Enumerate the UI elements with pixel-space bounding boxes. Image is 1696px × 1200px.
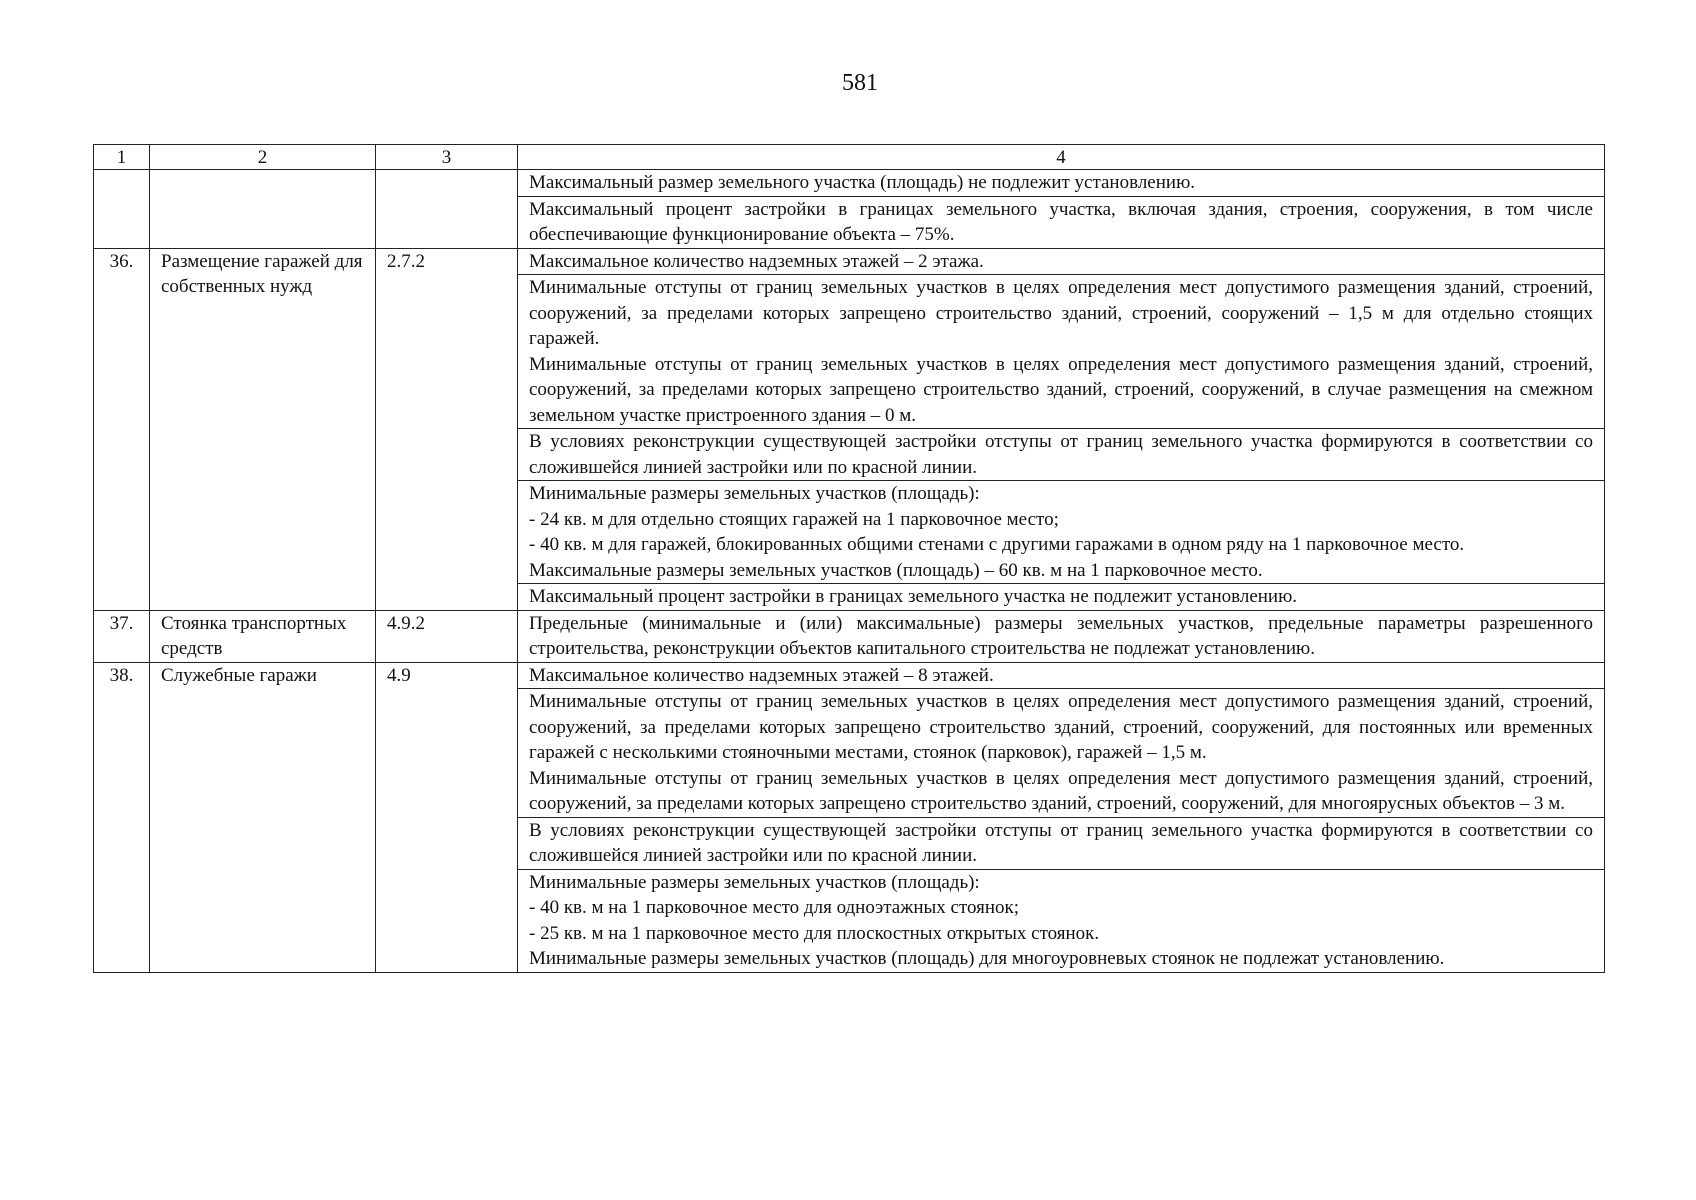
row-number: 36.	[109, 250, 134, 272]
parameter-cell	[518, 817, 1605, 869]
parameter-text: Максимальное количество надземных этажей – 2 этажа.	[529, 250, 984, 272]
column-header-3: 3	[376, 145, 518, 170]
usage-name: Размещение гаражей для собственных нужд	[161, 250, 363, 297]
parameter-cell	[518, 584, 1605, 611]
table-row	[94, 170, 1605, 197]
usage-code-cell	[376, 610, 518, 662]
parameter-text: Максимальное количество надземных этажей – 8 этажей.	[529, 664, 994, 686]
usage-name-cell	[150, 248, 376, 610]
parameter-text: Минимальные отступы от границ земельных участков в целях определения мест допустимого размещения зданий, строений, сооружений, за пределами которых запрещено строительство зданий, строений, сооружений – 1,5 м для отдельно стоящих гаражей.	[529, 277, 1593, 349]
usage-name-cell	[150, 170, 376, 249]
parameter-text: - 25 кв. м на 1 парковочное место для плоскостных открытых стоянок.	[529, 922, 1100, 944]
parameter-text: Максимальные размеры земельных участков (площадь) – 60 кв. м на 1 парковочное место.	[529, 559, 1263, 581]
usage-code-cell	[376, 170, 518, 249]
usage-code: 4.9.2	[387, 612, 425, 634]
page-number: 581	[842, 70, 878, 96]
row-number-cell	[94, 170, 150, 249]
table-body	[94, 170, 1605, 973]
table-row	[94, 662, 1605, 689]
parameter-text: - 40 кв. м на 1 парковочное место для одноэтажных стоянок;	[529, 897, 1020, 918]
column-header-4: 4	[518, 145, 1605, 170]
parameter-cell	[518, 689, 1605, 818]
usage-name-cell	[150, 610, 376, 662]
parameter-text: Предельные (минимальные и (или) максимальные) размеры земельных участков, предельные параметры разрешенного строительства, реконструкции объектов капитального строительства не подлежат установлению.	[529, 612, 1593, 659]
parameter-cell	[518, 196, 1605, 248]
table-row	[94, 610, 1605, 662]
row-number: 37.	[109, 612, 134, 634]
parameter-text: - 24 кв. м для отдельно стоящих гаражей на 1 парковочное место;	[529, 508, 1059, 530]
usage-name: Стоянка транспортных средств	[161, 612, 347, 659]
row-number: 38.	[109, 664, 134, 686]
parameter-cell	[518, 248, 1605, 275]
parameter-cell	[518, 869, 1605, 972]
parameter-text: Минимальные отступы от границ земельных участков в целях определения мест допустимого размещения зданий, строений, сооружений, за пределами которых запрещено строительство зданий, строений, сооружений, для постоянных или временных гаражей с несколькими стояночными местами, стоянок (парковок), гаражей – 1,5 м.	[529, 691, 1593, 763]
usage-code: 4.9	[387, 664, 411, 686]
row-number-cell	[94, 610, 150, 662]
parameter-cell	[518, 481, 1605, 584]
parameter-cell	[518, 610, 1605, 662]
parameter-cell	[518, 662, 1605, 689]
usage-name-cell	[150, 662, 376, 972]
column-header-1: 1	[94, 145, 150, 170]
parameter-text: Минимальные размеры земельных участков (площадь) для многоуровневых стоянок не подлежат установлению.	[529, 948, 1445, 969]
row-number-cell	[94, 662, 150, 972]
row-number-cell	[94, 248, 150, 610]
table-header-row	[94, 145, 1605, 170]
parameter-text: Максимальный процент застройки в границах земельного участка, включая здания, строения, сооружения, в том числе обеспечивающие функционирование объекта – 75%.	[529, 198, 1593, 245]
parameter-cell	[518, 429, 1605, 481]
regulations-table	[93, 144, 1605, 973]
table-row	[94, 248, 1605, 275]
usage-name: Служебные гаражи	[161, 664, 317, 686]
parameter-text: Минимальные размеры земельных участков (площадь):	[529, 871, 980, 893]
parameter-text: В условиях реконструкции существующей застройки отступы от границ земельного участка формируются в соответствии со сложившейся линией застройки или по красной линии.	[529, 819, 1593, 866]
parameter-text: Минимальные отступы от границ земельных участков в целях определения мест допустимого размещения зданий, строений, сооружений, за пределами которых запрещено строительство зданий, строений, сооружений, в случае размещения на смежном земельном участке пристроенного здания – 0 м.	[529, 353, 1593, 426]
parameter-text: Максимальный размер земельного участка (площадь) не подлежит установлению.	[529, 172, 1196, 193]
usage-code: 2.7.2	[387, 250, 425, 272]
parameter-text: Максимальный процент застройки в границах земельного участка не подлежит установлению.	[529, 586, 1298, 607]
column-header-2: 2	[150, 145, 376, 170]
parameter-cell	[518, 275, 1605, 429]
usage-code-cell	[376, 662, 518, 972]
usage-code-cell	[376, 248, 518, 610]
parameter-text: - 40 кв. м для гаражей, блокированных общими стенами с другими гаражами в одном ряду на 1 парковочное место.	[529, 534, 1465, 555]
parameter-cell	[518, 170, 1605, 197]
parameter-text: Минимальные размеры земельных участков (площадь):	[529, 483, 980, 504]
parameter-text: Минимальные отступы от границ земельных участков в целях определения мест допустимого размещения зданий, строений, сооружений, за пределами которых запрещено строительство зданий, строений, сооружений, для многоярусных объектов – 3 м.	[529, 767, 1593, 814]
parameter-text: В условиях реконструкции существующей застройки отступы от границ земельного участка формируются в соответствии со сложившейся линией застройки или по красной линии.	[529, 431, 1593, 478]
